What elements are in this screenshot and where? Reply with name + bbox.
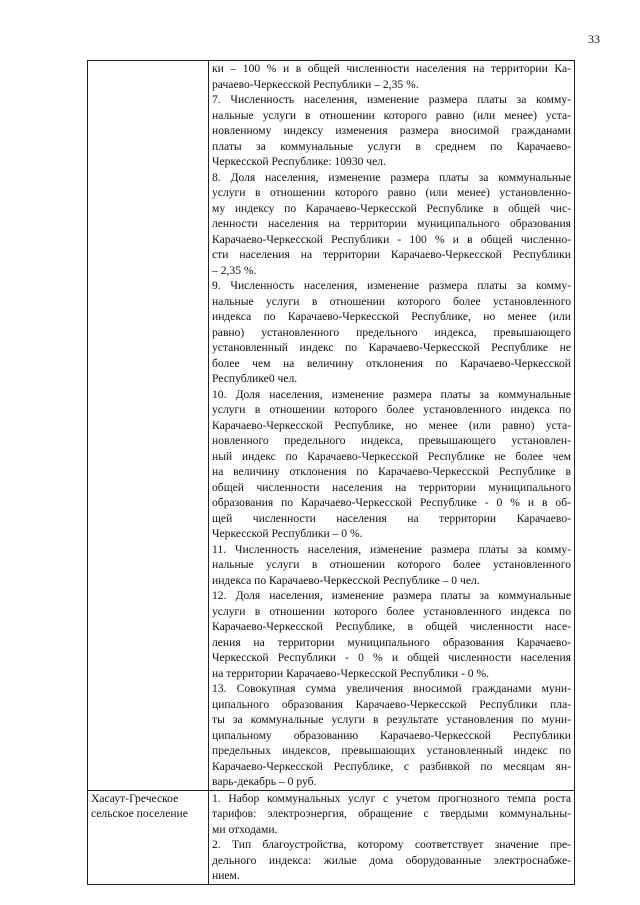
page-number: 33 [588, 32, 600, 46]
text-line: 11. Численность населения, изменение размера платы за комму- [212, 542, 571, 556]
settlement-cell [88, 61, 209, 791]
text-line: услуги в отношении которого более установленного индекса по [212, 403, 571, 416]
text-line: равно) установленного предельного индекса, превышающего [212, 325, 571, 339]
text-line: 1. Набор коммунальных услуг с учетом прогнозного темпа роста [212, 791, 571, 805]
table-row [88, 61, 575, 791]
text-line: услуги в отношении которого более установленного индекса по [212, 604, 571, 618]
text-line: предельных индексов, превышающих установленный индекс по [212, 744, 571, 757]
text-line: 9. Численность населения, изменение размера платы за комму- [212, 279, 571, 292]
text-line: на величину отклонения по Карачаево-Черкесской Республике в [212, 465, 571, 478]
settlement-cell [88, 790, 209, 884]
text-line: щей численности населения на территории Карачаево- [212, 511, 571, 525]
text-line: Черкесской Республике: 10930 чел. [212, 155, 386, 168]
text-line: образования по Карачаево-Черкесской Республике - 0 % и в об- [212, 496, 571, 509]
text-line: новленному индексу изменения размера вносимой гражданами [212, 124, 571, 137]
text-line: ты за коммунальные услуги в результате установления по муни- [212, 713, 571, 726]
indicator-paragraph [212, 791, 571, 838]
indicator-paragraph [212, 542, 571, 589]
indicators-cell [209, 61, 575, 791]
table-row [88, 790, 575, 884]
text-line: Карачаево-Черкесской Республике, с разбивкой по месяцам ян- [212, 759, 571, 773]
text-line: тарифов: электроэнергия, обращение с твердыми коммунальны- [212, 807, 571, 820]
text-line: 2. Тип благоустройства, которому соответствует значение пре- [212, 838, 571, 851]
text-line: Карачаево-Черкесской Республики - 100 % и в общей численно- [212, 232, 571, 246]
settlement-name-line: Хасаут-Греческое [91, 791, 179, 805]
indicator-paragraph [212, 837, 571, 884]
text-line: 12. Доля населения, изменение размера платы за коммунальные [212, 589, 571, 602]
text-line: – 2,35 %. [212, 263, 257, 277]
text-line: ки – 100 % и в общей численности населения на территории Ка- [212, 62, 571, 75]
text-line: услуги в отношении которого равно (или менее) установленно- [212, 186, 571, 199]
text-line: 10. Доля населения, изменение размера платы за коммунальные [212, 387, 571, 401]
text-line: му индексу по Карачаево-Черкесской Республике в общей чис- [212, 201, 571, 215]
text-line: ципального образования Карачаево-Черкесской Республики пла- [212, 697, 571, 711]
text-line: индекса по Карачаево-Черкесской Республике, но менее (или [212, 310, 571, 323]
text-line: 13. Совокупная сумма увеличения вносимой гражданами муни- [212, 682, 571, 695]
text-line: новленного предельного индекса, превышающего установлен- [212, 434, 571, 447]
text-line: ленности населения на территории муниципального образования [212, 217, 571, 230]
text-line: Республике0 чел. [212, 372, 298, 385]
indicator-paragraph [212, 92, 571, 170]
text-line: установленный индекс по Карачаево-Черкесской Республике не [212, 341, 571, 354]
indices-table [87, 60, 575, 885]
indicator-paragraph [212, 170, 571, 279]
text-line: нальные услуги в отношении которого равно (или менее) уста- [212, 108, 571, 122]
text-line: сти населения на территории Карачаево-Черкесской Республики [212, 248, 571, 261]
text-line: варь-декабрь – 0 руб. [212, 775, 317, 788]
indicator-paragraph [212, 61, 571, 92]
text-line: на территории Карачаево-Черкесской Республики - 0 %. [212, 666, 490, 680]
text-line: рачаево-Черкесской Республики – 2,35 %. [212, 77, 419, 91]
text-line: нальные услуги в отношении которого более установленного [212, 558, 571, 571]
text-line: Черкесской Республики – 0 %. [212, 527, 363, 540]
text-line: нальные услуги в отношении которого более установленного [212, 294, 571, 308]
indicator-paragraph [212, 588, 571, 681]
text-line: Черкесской Республики - 0 % и общей численности населения [212, 651, 571, 664]
text-line: 8. Доля населения, изменение размера платы за коммунальные [212, 170, 571, 184]
indicators-cell [209, 790, 575, 884]
text-line: общей численности населения на территории муниципального [212, 480, 571, 494]
text-line: ми отходами. [212, 822, 278, 836]
text-line: более чем на величину отклонения по Карачаево-Черкесской [212, 356, 571, 370]
text-line: индекса по Карачаево-Черкесской Республике – 0 чел. [212, 573, 480, 587]
indicator-paragraph [212, 387, 571, 542]
indicator-paragraph [212, 681, 571, 790]
text-line: ления на территории муниципального образования Карачаево- [212, 635, 571, 649]
text-line: ный индекс по Карачаево-Черкесской Республике не более чем [212, 449, 571, 463]
text-line: 7. Численность населения, изменение размера платы за комму- [212, 93, 571, 106]
settlement-name-line: сельское поселение [91, 807, 188, 820]
text-line: платы за коммунальные услуги в среднем по Карачаево- [212, 139, 571, 153]
text-line: Карачаево-Черкесской Республике, в общей численности насе- [212, 620, 571, 633]
indicator-paragraph [212, 278, 571, 387]
text-line: ципальному образованию Карачаево-Черкесской Республики [212, 728, 571, 742]
text-line: дельного индекса: жилые дома оборудованные электроснабже- [212, 853, 571, 867]
text-line: Карачаево-Черкесской Республике, но менее (или равно) уста- [212, 418, 571, 432]
text-line: нием. [212, 869, 240, 882]
